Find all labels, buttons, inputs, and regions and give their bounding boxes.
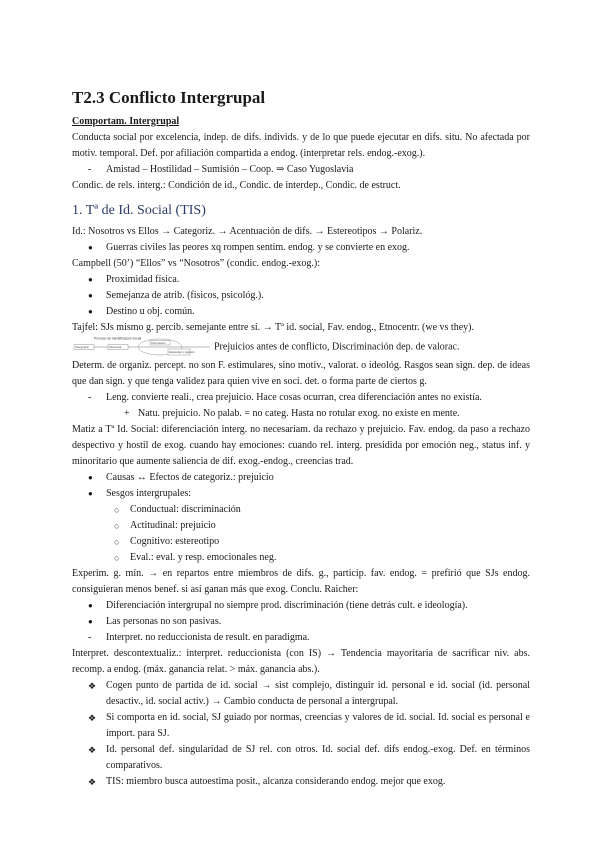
list-item: ● Sesgos intergrupales:	[72, 486, 530, 502]
paragraph: Experim. g. mín. → en repartos entre miembros de difs. g., particip. fav. endog. = prefirió que SJs endog. consiguieran menos benef. si así ganan más que exog. Conclu. Raicher:	[72, 568, 530, 595]
list-item: - Leng. convierte reali., crea prejuicio. Hace cosas ocurran, crea diferenciación antes no existía.	[72, 390, 530, 406]
section-heading: 1. Tª de Id. Social (TIS)	[72, 203, 206, 218]
list-item: ● Semejanza de atrib. (físicos, psicológ.).	[72, 288, 530, 304]
diagram-node: Estereotipo y prejuicio	[169, 350, 195, 354]
subsection-heading: Comportam. Intergrupal	[72, 116, 180, 127]
diagram-title: Proceso de identificación social	[94, 336, 142, 341]
diamond-list	[72, 678, 530, 790]
list-item: ❖ Si comporta en id. social, SJ guiado por normas, creencias y valores de id. social. Id. social es personal e import. para SJ.	[72, 710, 530, 742]
dash-list	[72, 162, 530, 178]
list-item: ○ Conductual: discriminación	[72, 502, 530, 518]
identification-diagram	[72, 336, 212, 358]
section-comportamiento	[72, 114, 530, 194]
dash-list	[72, 390, 530, 406]
list-item: - Amistad – Hostilidad – Sumisión – Coop. ⇒ Caso Yugoslavia	[72, 162, 530, 178]
paragraph: Id.: Nosotros vs Ellos → Categoriz. → Acentuación de difs. → Estereotipos → Polariz.	[72, 226, 423, 237]
diagram-node: Intergrupal	[75, 345, 89, 349]
bullet-list	[72, 598, 530, 630]
list-item: ❖ Cogen punto de partida de id. social → sist complejo, distinguir id. personal e id. social (id. personal desactiv., id. social activ.) → Cambio conducta de personal a intergrupal.	[72, 678, 530, 710]
paragraph: Conducta social por excelencia, indep. de difs. individs. y de lo que puede ejecutar en difs. situ. No afectada por motiv. temporal. Def. por afiliación compartida a endog. (interpretar rels. endog.-exog.).	[72, 132, 530, 159]
circle-list	[72, 502, 530, 566]
list-item: ● Guerras civiles las peores xq rompen sentim. endog. y se convierte en exog.	[72, 240, 530, 256]
paragraph: Condic. de rels. interg.: Condición de id., Condic. de interdep., Condic. de estruct.	[72, 180, 401, 191]
list-item: ● Diferenciación intergrupal no siempre prod. discriminación (tiene detrás cult. e ideología).	[72, 598, 530, 614]
list-item: - Interpret. no reduccionista de result. en paradigma.	[72, 630, 530, 646]
list-item: + Natu. prejuicio. No palab. = no categ. Hasta no rotular exog. no existe en mente.	[72, 406, 530, 422]
list-item: ● Las personas no son pasivas.	[72, 614, 530, 630]
bullet-list	[72, 272, 530, 320]
list-item: ● Destino u obj. común.	[72, 304, 530, 320]
paragraph: Campbell (50’) “Ellos” vs “Nosotros” (condic. endog.-exog.):	[72, 258, 320, 269]
list-item: ❖ TIS: miembro busca autoestima posit., alcanza considerando endog. mejor que exog.	[72, 774, 530, 790]
list-item: ❖ Id. personal def. singularidad de SJ rel. con otros. Id. social def. difs endog.-exog. Def. en términos comparativos.	[72, 742, 530, 774]
plus-list	[72, 406, 530, 422]
list-item: ○ Cognitivo: estereotipo	[72, 534, 530, 550]
list-item: ● Causas ↔ Efectos de categoriz.: prejuicio	[72, 470, 530, 486]
diagram-line	[72, 336, 530, 358]
list-item: ○ Actitudinal: prejuicio	[72, 518, 530, 534]
list-item: ● Proximidad física.	[72, 272, 530, 288]
page-title: T2.3 Conflicto Intergrupal	[72, 88, 266, 107]
diagram-node: Información	[151, 340, 166, 345]
dash-list	[72, 630, 530, 646]
bullet-list	[72, 470, 530, 502]
diagram-caption: Prejuicios antes de conflicto, Discriminación dep. de valorac.	[214, 341, 460, 353]
paragraph: Matiz a Tª Id. Social: diferenciación interg. no necesariam. da rechazo y prejuicio. Fav. endog. da paso a rechazo despectivo y hostil de exog. cuando hay emociones: cuando rel. interg. presidida por emoción neg., status inf. y minoritario que aumente saliencia de dif. exog.-endog., creencias trad.	[72, 424, 530, 467]
list-item: ○ Eval.: eval. y resp. emocionales neg.	[72, 550, 530, 566]
diagram-node: Inferencia	[109, 345, 122, 349]
document-page	[72, 88, 530, 790]
paragraph: Tajfel: SJs mismo g. percib. semejante entre sí. → Tª id. social, Fav. endog., Etnocentr. (we vs they).	[72, 322, 474, 333]
paragraph: Determ. de organiz. percept. no son F. estimulares, sino motiv., valorat. o ideológ. Rasgos sean sign. dep. de ideas que dan sign. y que tenga validez para quien vive en soci. det. o forma parte de ciertos g.	[72, 360, 530, 387]
section-tis	[72, 224, 530, 790]
bullet-list	[72, 240, 530, 256]
paragraph: Interpret. descontextualiz.: interpret. reduccionista (con IS) → Tendencia mayoritaria de sacrificar niv. abs. recomp. a endog. (máx. ganancia relat. > máx. ganancia abs.).	[72, 648, 530, 675]
